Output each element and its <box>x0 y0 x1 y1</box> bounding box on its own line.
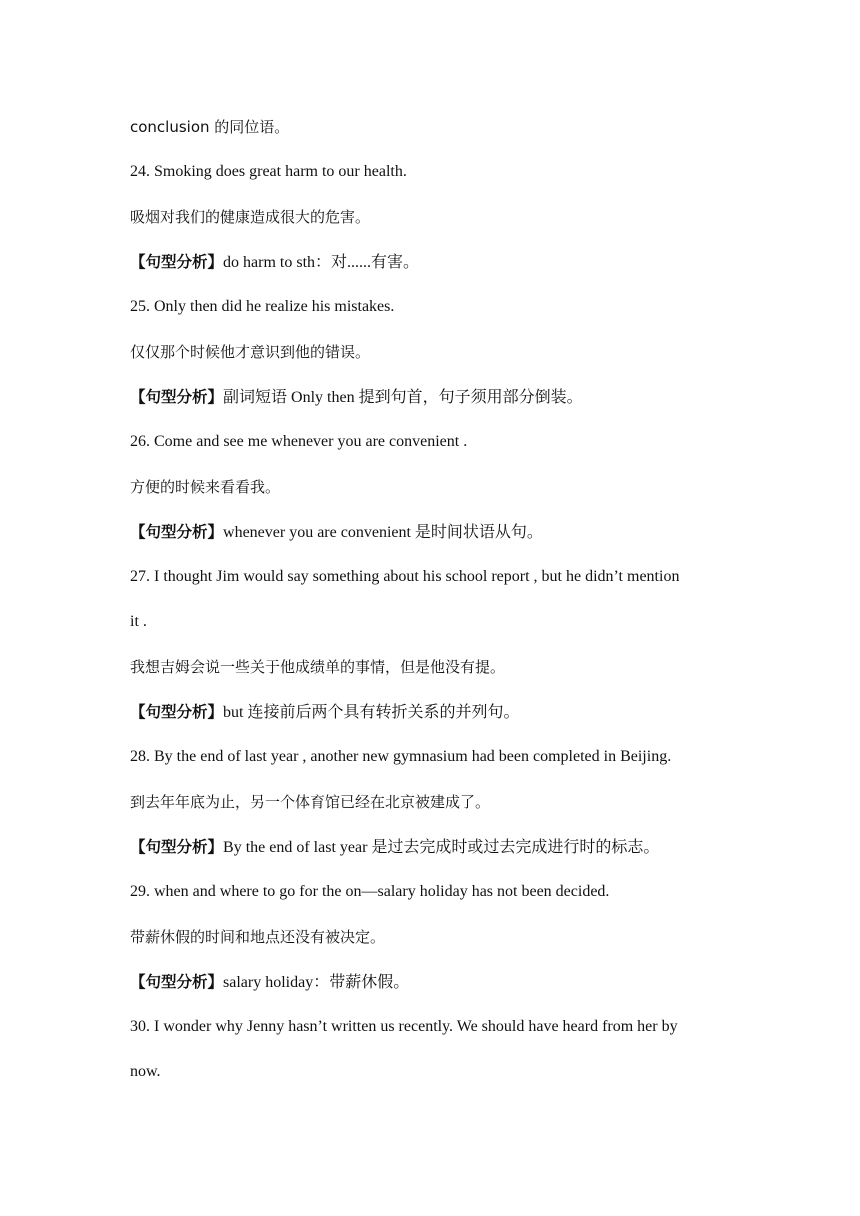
line-text: 到去年年底为止，另一个体育馆已经在北京被建成了。 <box>130 793 491 811</box>
analysis-text: salary holiday：带薪休假。 <box>223 974 410 991</box>
analysis-27 <box>130 701 740 724</box>
line-text: it . <box>130 613 147 630</box>
line-text: 带薪休假的时间和地点还没有被决定。 <box>130 928 386 946</box>
analysis-text: By the end of last year 是过去完成时或过去完成进行时的标志。 <box>223 839 660 856</box>
line-text: 方便的时候来看看我。 <box>130 478 281 496</box>
line-text: 25. Only then did he realize his mistakes. <box>130 298 395 315</box>
line-text: now. <box>130 1063 161 1080</box>
analysis-26 <box>130 521 740 544</box>
line-text: 我想吉姆会说一些关于他成绩单的事情，但是他没有提。 <box>130 658 506 676</box>
sentence-26 <box>130 431 740 453</box>
analysis-label: 【句型分析】 <box>130 838 224 856</box>
analysis-text: do harm to sth：对......有害。 <box>223 254 420 271</box>
translation-29 <box>130 926 740 948</box>
analysis-text: 副词短语 Only then 提到句首，句子须用部分倒装。 <box>223 389 583 406</box>
text-line <box>130 116 740 138</box>
translation-27 <box>130 656 740 678</box>
analysis-28 <box>130 836 740 859</box>
line-text: 28. By the end of last year , another new gymnasium had been completed in Beijing. <box>130 748 672 765</box>
analysis-text: but 连接前后两个具有转折关系的并列句。 <box>223 704 520 721</box>
line-text: 吸烟对我们的健康造成很大的危害。 <box>130 208 371 226</box>
translation-26 <box>130 476 740 498</box>
analysis-label: 【句型分析】 <box>130 253 224 271</box>
line-text: 仅仅那个时候他才意识到他的错误。 <box>130 343 371 361</box>
translation-28 <box>130 791 740 813</box>
analysis-text: whenever you are convenient 是时间状语从句。 <box>223 524 543 541</box>
analysis-25 <box>130 386 740 409</box>
analysis-label: 【句型分析】 <box>130 973 224 991</box>
sentence-27 <box>130 566 740 588</box>
line-text: 27. I thought Jim would say something about his school report , but he didn’t mention <box>130 568 680 585</box>
sentence-29 <box>130 881 740 903</box>
line-text: 26. Come and see me whenever you are convenient . <box>130 433 468 450</box>
sentence-28 <box>130 746 740 768</box>
sentence-30-continued <box>130 1061 740 1083</box>
translation-24 <box>130 206 740 228</box>
line-text: 24. Smoking does great harm to our health. <box>130 163 407 180</box>
sentence-30 <box>130 1016 740 1038</box>
analysis-24 <box>130 251 740 274</box>
sentence-24 <box>130 161 740 183</box>
analysis-label: 【句型分析】 <box>130 703 224 721</box>
line-text: conclusion 的同位语。 <box>130 118 290 136</box>
sentence-25 <box>130 296 740 318</box>
line-text: 29. when and where to go for the on—salary holiday has not been decided. <box>130 883 610 900</box>
sentence-27-continued <box>130 611 740 633</box>
analysis-29 <box>130 971 740 994</box>
analysis-label: 【句型分析】 <box>130 388 224 406</box>
translation-25 <box>130 341 740 363</box>
line-text: 30. I wonder why Jenny hasn’t written us recently. We should have heard from her by <box>130 1018 678 1035</box>
analysis-label: 【句型分析】 <box>130 523 224 541</box>
